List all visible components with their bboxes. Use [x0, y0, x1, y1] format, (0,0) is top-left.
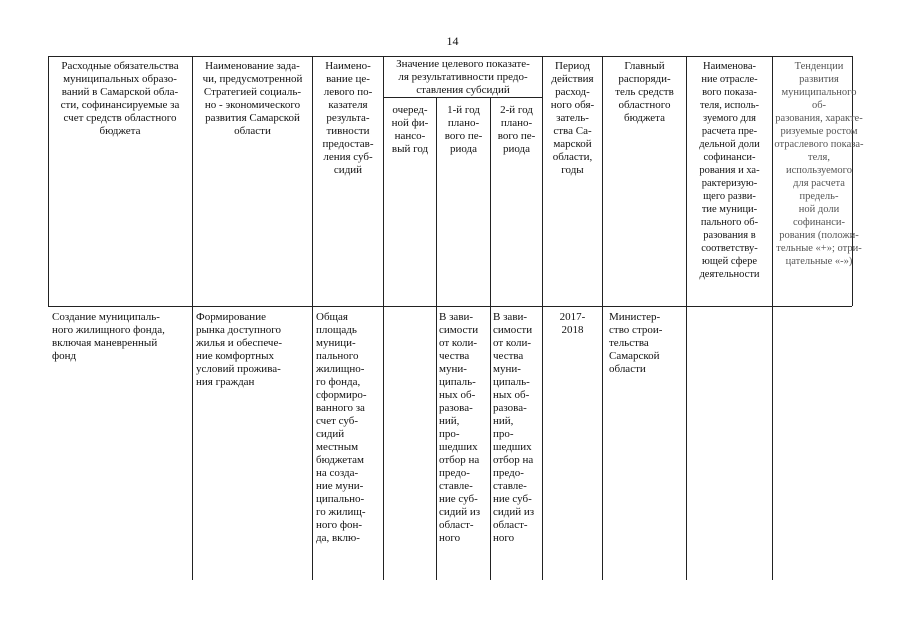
header-sector-indicator: Наименова- ние отрасле- вого показа- теля, исполь- зуемого для расчета пре- дельной доли софинанси- рования и ха- рактеризую- щего разви- тие муници- пального об- разования в соответству- ющей сфере деятельности [699, 61, 760, 280]
row-first-planning-year-value: В зави- симости от коли- чества муни- ципаль- ных об- разова- ний, про- шедших отбор на предо- ставле- ние суб- сидий из област- ного [439, 311, 481, 544]
header-current-fiscal-year: очеред- ной фи- нансо- вый год [391, 104, 429, 155]
header-first-planning-year: 1-й год плано- вого пе- риода [444, 104, 483, 155]
header-indicator-value-group: Значение целевого показате- ля результативности предо- ставления субсидий [396, 58, 530, 96]
header-chief-administrator: Главный распоряди- тель средств областного бюджета [615, 60, 674, 124]
page-number: 14 [446, 34, 459, 48]
header-expense-obligations: Расходные обязательства муниципальных образо- ваний в Самарской обла- сти, софинансируемые за счет средств областного бюджета [60, 60, 180, 137]
row-expense-obligation: Создание муниципаль- ного жилищного фонда, включая маневренный фонд [52, 311, 165, 362]
header-development-trends: Тенденции развития муниципального об- разования, характе- ризуемые ростом отраслевого показа- теля, используемого для расчета предель- ной доли софинанси- рования (положи- тельные «+»; отри- цательные «-») [774, 61, 864, 267]
header-target-indicator: Наимено- вание це- левого по- казателя результа- тивности предостав- ления суб- сидий [322, 60, 374, 176]
row-task-name: Формирование рынка доступного жилья и обеспече- ние комфортных условий прожива- ния граждан [196, 311, 283, 388]
row-chief-administrator: Министер- ство строи- тельства Самарской области [609, 311, 663, 375]
row-second-planning-year-value: В зави- симости от коли- чества муни- ципаль- ных об- разова- ний, про- шедших отбор на предо- ставле- ние суб- сидий из област- ного [493, 311, 535, 544]
row-obligation-period: 2017- 2018 [559, 311, 586, 336]
row-target-indicator: Общая площадь муници- пального жилищно- го фонда, сформиро- ванного за счет суб- сидий местным бюджетам на созда- ние муни- ципально- го жилищ- ного фон- да, вклю- [316, 311, 367, 544]
header-obligation-period: Период действия расход- ного обя- затель- ства Са- марской области, годы [550, 60, 595, 176]
header-task-name: Наименование зада- чи, предусмотренной Стратегией социаль- но - экономического развития Самарской области [202, 60, 303, 137]
header-second-planning-year: 2-й год плано- вого пе- риода [497, 104, 536, 155]
